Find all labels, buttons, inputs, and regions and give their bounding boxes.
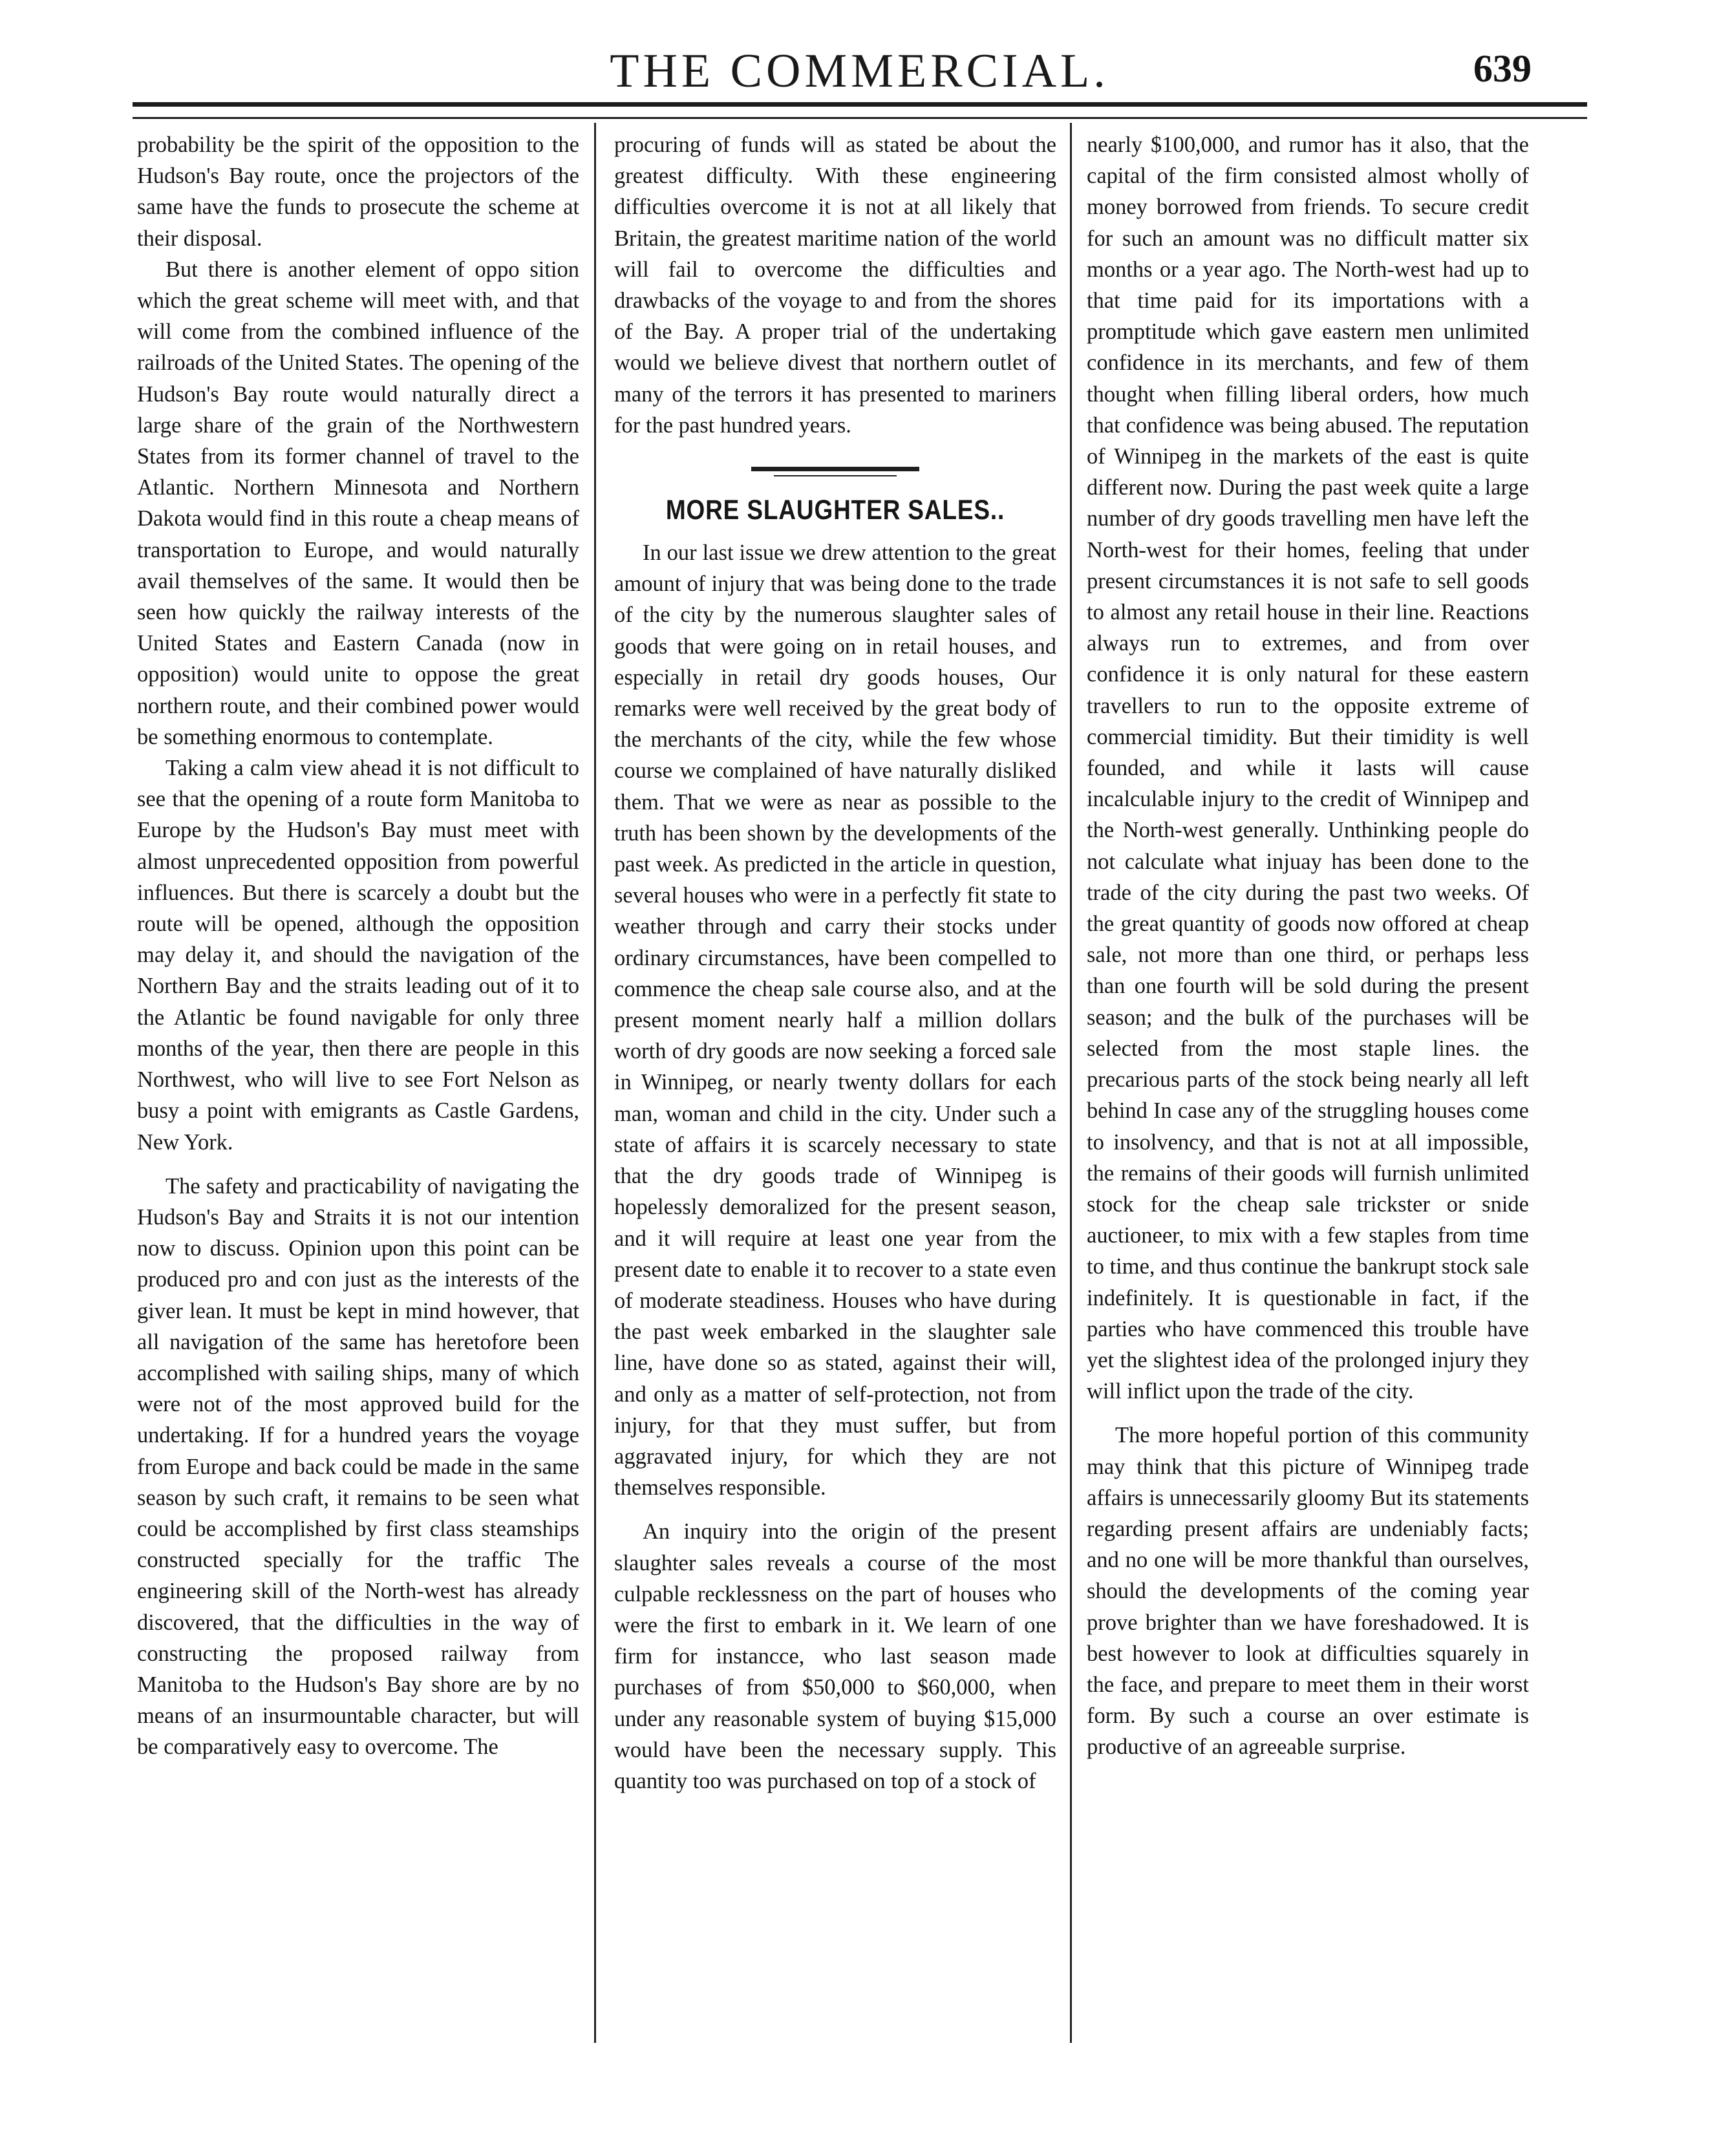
article-column-2: [614, 129, 1056, 2043]
paragraph: procuring of funds will as stated be about the greatest difficulty. With these engineering difficulties overcome it is not at all likely that Britain, the greatest maritime nation of the world will fail to overcome the difficulties and drawbacks of the voyage to and from the shores of the Bay. A proper trial of the undertaking would we believe divest that northern outlet of many of the terrors it has presented to mariners for the past hundred years.: [614, 133, 1056, 438]
paragraph: nearly $100,000, and rumor has it also, that the capital of the firm consisted almost wholly of money borrowed from friends. To secure credit for such an amount was no difficult matter six months or a year ago. The North-west had up to that time paid for its importations with a promptitude which gave eastern men unlimited confidence in its merchants, and few of them thought when filling liberal orders, how much that confidence was being abused. The reputation of Winnipeg in the markets of the east is quite different now. During the past week quite a large number of dry goods travelling men have left the North-west for their homes, feeling that under present circumstances it is not safe to sell goods to almost any retail house in their line. Reactions always run to extremes, and from over confidence it is only natural for these eastern travellers to run to the opposite extreme of commercial timidity. But their timidity is well founded, and while it lasts will cause incalculable injury to the credit of Winnipep and the North-west generally. Unthinking people do not calculate what injuay has been done to the trade of the city during the past two weeks. Of the great quantity of goods now offored at cheap sale, not more than one third, or perhaps less than one fourth will be sold during the present season; and the bulk of the purchases will be selected from the most staple lines. the precarious parts of the stock being nearly all left behind In case any of the struggling houses come to insolvency, and that is not at all impossible, the remains of their goods will furnish unlimited stock for the cheap sale trickster or snide auctioneer, to mix with a few staples from time to time, and thus continue the bankrupt stock sale indefinitely. It is questionable in fact, if the parties who have commenced this trouble have yet the slightest idea of the prolonged injury they will inflict upon the trade of the city.: [1087, 133, 1529, 1404]
newspaper-title: THE COMMERCIAL.: [610, 45, 1109, 98]
paragraph: The more hopeful portion of this community may think that this picture of Winnipeg trade affairs is unnecessarily gloomy But its statements regarding present affairs are undeniably facts; and no one will be more thankful than ourselves, should the developments of the coming year prove brighter than we have foreshadowed. It is best however to look at difficulties squarely in the face, and prepare to meet them in their worst form. By such a course an over estimate is productive of an agreeable surprise.: [1087, 1423, 1529, 1760]
paragraph: An inquiry into the origin of the present slaughter sales reveals a course of the most culpable recklessness on the part of houses who were the first to embark in it. We learn of one firm for instancce, who last season made purchases of from $50,000 to $60,000, when under any reasonable system of buying $15,000 would have been the necessary supply. This quantity too was purchased on top of a stock of: [614, 1519, 1056, 1793]
paragraph: Taking a calm view ahead it is not difficult to see that the opening of a route form Manitoba to Europe by the Hudson's Bay must meet with almost unprecedented opposition from powerful influences. But there is scarcely a doubt but the route will be opened, although the opposition may delay it, and should the navigation of the Northern Bay and the straits leading out of it to the Atlantic be found navigable for only three months of the year, then there are people in this Northwest, who will live to see Fort Nelson as busy a point with emigrants as Castle Gardens, New York.: [137, 756, 579, 1155]
article-column-3: [1087, 129, 1529, 2043]
article-heading: MORE SLAUGHTER SALES..: [665, 495, 1005, 526]
masthead: [0, 0, 1719, 129]
article-column-1: [137, 129, 579, 2043]
column-divider-1: [594, 123, 596, 2043]
paragraph: probability be the spirit of the opposition to the Hudson's Bay route, once the projectors of the same have the funds to prosecute the scheme at their disposal.: [137, 133, 579, 251]
column-divider-2: [1070, 123, 1072, 2043]
header-rule-thick: [133, 102, 1587, 107]
paragraph: But there is another element of oppo sition which the great scheme will meet with, and that will come from the combined influence of the railroads of the United States. The opening of the Hudson's Bay route would naturally direct a large share of the grain of the Northwestern States from its former channel of travel to the Atlantic. Northern Minnesota and Northern Dakota would find in this route a cheap means of transportation to Europe, and would naturally avail themselves of the same. It would then be seen how quickly the railway interests of the United States and Eastern Canada (now in opposition) would unite to oppose the great northern route, and their combined power would be something enormous to contemplate.: [137, 257, 579, 749]
paragraph: The safety and practicability of navigating the Hudson's Bay and Straits it is not our intention now to discuss. Opinion upon this point can be produced pro and con just as the interests of the giver lean. It must be kept in mind however, that all navigation of the same has heretofore been accomplished with sailing ships, many of which were not of the most approved build for the undertaking. If for a hundred years the voyage from Europe and back could be made in the same season by such craft, it remains to be seen what could be accomplished by first class steamships constructed specially for the traffic The engineering skill of the North-west has already discovered, that the difficulties in the way of constructing the proposed railway from Manitoba to the Hudson's Bay shore are by no means of an insurmountable character, but will be comparatively easy to overcome. The: [137, 1173, 579, 1760]
paragraph: In our last issue we drew attention to the great amount of injury that was being done to the trade of the city by the numerous slaughter sales of goods that were going on in retail houses, and especially in retail dry goods houses, Our remarks were well received by the great body of the merchants of the city, while the few whose course we complained of have naturally disliked them. That we were as near as possible to the truth has been shown by the developments of the past week. As predicted in the article in question, several houses who were in a perfectly fit state to weather through and carry their stocks under ordinary circumstances, have been compelled to commence the cheap sale course also, and at the present moment nearly half a million dollars worth of dry goods are now seeking a forced sale in Winnipeg, or nearly twenty dollars for each man, woman and child in the city. Under such a state of affairs it is scarcely necessary to state that the dry goods trade of Winnipeg is hopelessly demoralized for the present season, and it will require at least one year from the present date to enable it to recover to a state even of moderate steadiness. Houses who have during the past week embarked in the slaughter sale line, have done so as stated, against their will, and only as a matter of self-protection, not from injury, for that they must suffer, but from aggravated injury, for which they are not themselves responsible.: [614, 540, 1056, 1500]
page-number: 639: [1473, 47, 1532, 90]
section-divider-thin: [774, 475, 897, 476]
section-divider: [751, 467, 919, 471]
header-rule-thin: [133, 117, 1587, 119]
